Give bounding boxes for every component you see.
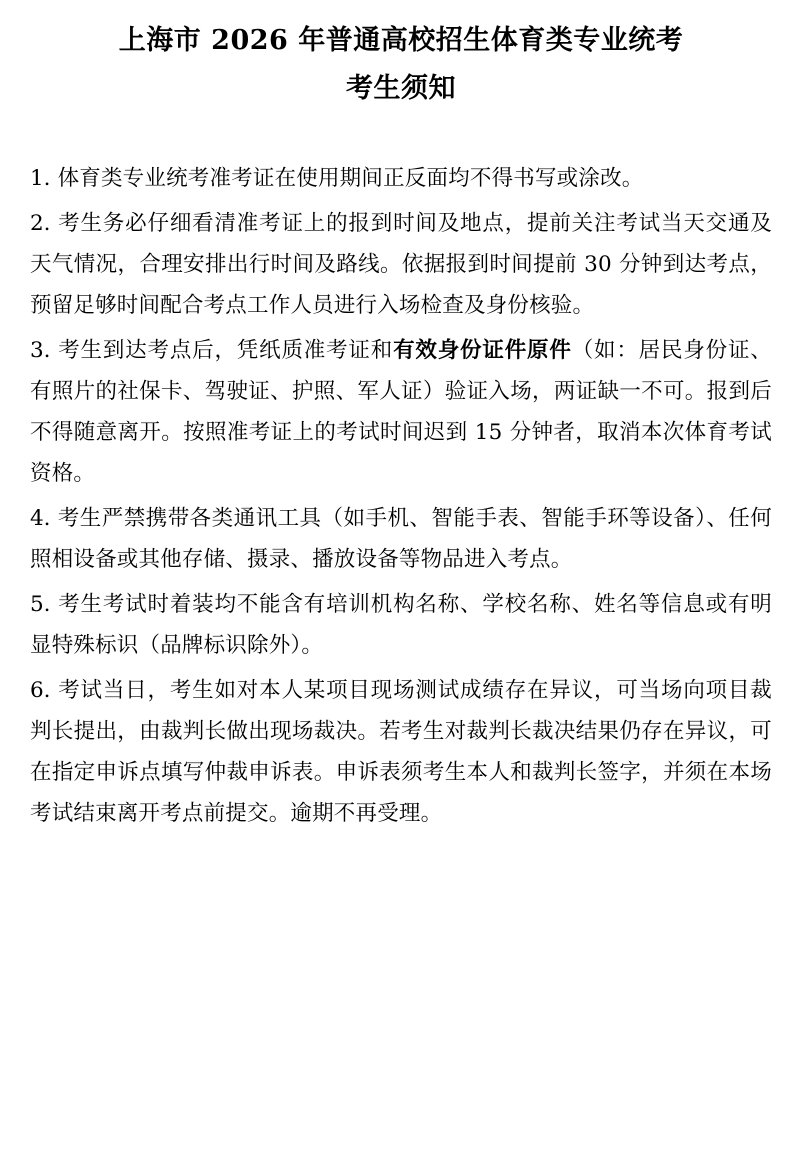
title-line-1: 上海市 2026 年普通高校招生体育类专业统考 xyxy=(118,25,684,56)
notice-item-6-number: 6. xyxy=(30,678,51,703)
notice-item-3-text-bold: 有效身份证件原件 xyxy=(393,338,572,363)
notice-item-3-number: 3. xyxy=(30,338,51,363)
notice-item-1-text: 体育类专业统考准考证在使用期间正反面均不得书写或涂改。 xyxy=(57,166,644,191)
notice-item-4 xyxy=(30,498,772,580)
notice-item-2-number: 2. xyxy=(30,211,51,236)
notice-item-6-text: 考试当日，考生如对本人某项目现场测试成绩存在异议，可当场向项目裁判长提出，由裁判长做出现场裁决。若考生对裁判长裁决结果仍存在异议，可在指定申诉点填写仲裁申诉表。申诉表须考生本人和裁判长签字，并须在本场考试结束离开考点前提交。逾期不再受理。 xyxy=(30,678,772,826)
title-line-2: 考生须知 xyxy=(346,73,456,104)
notice-item-3-text-after: （如：居民身份证、有照片的社保卡、驾驶证、护照、军人证）验证入场，两证缺一不可。报到后不得随意离开。按照准考证上的考试时间迟到 15 分钟者，取消本次体育考试资格。 xyxy=(30,338,772,486)
notice-item-4-number: 4. xyxy=(30,506,51,531)
notice-list xyxy=(30,158,772,834)
notice-item-5-number: 5. xyxy=(30,592,51,617)
notice-item-5 xyxy=(30,584,772,666)
notice-item-5-text: 考生考试时着装均不能含有培训机构名称、学校名称、姓名等信息或有明显特殊标识（品牌标识除外）。 xyxy=(30,592,772,658)
notice-item-1 xyxy=(30,158,772,199)
notice-item-4-text: 考生严禁携带各类通讯工具（如手机、智能手表、智能手环等设备）、任何照相设备或其他存储、摄录、播放设备等物品进入考点。 xyxy=(30,506,772,572)
notice-item-2-text: 考生务必仔细看清准考证上的报到时间及地点，提前关注考试当天交通及天气情况，合理安排出行时间及路线。依据报到时间提前 30 分钟到达考点，预留足够时间配合考点工作人员进行入场检查及身份核验。 xyxy=(30,211,772,318)
notice-item-2 xyxy=(30,203,772,326)
notice-item-6 xyxy=(30,670,772,834)
notice-item-1-number: 1. xyxy=(30,166,51,191)
notice-item-3-text-before: 考生到达考点后，凭纸质准考证和 xyxy=(58,338,394,363)
notice-item-3 xyxy=(30,330,772,494)
page-title xyxy=(30,18,772,112)
